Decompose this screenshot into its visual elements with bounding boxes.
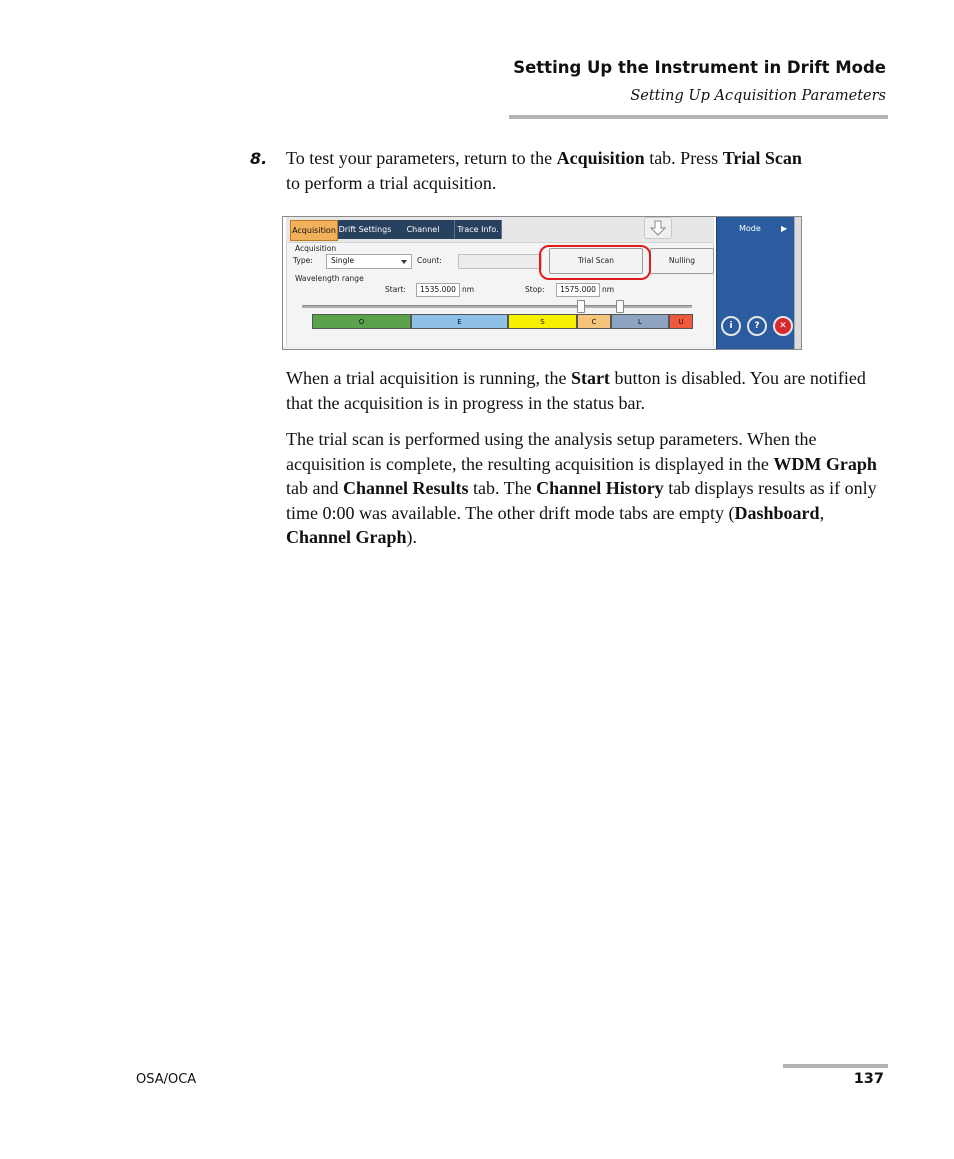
band-u: U [669,314,693,329]
paragraph-start-disabled [286,366,888,415]
para-text: When a trial acquisition is running, the [286,368,571,388]
stop-input[interactable]: 1575.000 [556,283,600,297]
tab-drift-settings[interactable]: Drift Settings [338,220,393,239]
count-label: Count: [417,256,442,265]
start-button-ref: Start [570,368,610,388]
footer-rule [783,1064,888,1068]
running-header-title: Setting Up the Instrument in Drift Mode [513,58,886,77]
channel-graph-ref: Channel Graph [286,527,407,547]
para-text: tab and [286,478,343,498]
acquisition-group-label: Acquisition [295,244,337,253]
band-o: O [312,314,411,329]
stop-label: Stop: [525,285,545,294]
step-text [286,146,888,195]
para-text: The trial scan is performed using the analysis setup parameters. When the acquisition is complete, the resulting acquisition is displayed in the [286,429,817,474]
dashboard-ref: Dashboard [734,502,820,523]
tab-acquisition[interactable]: Acquisition [290,220,338,241]
wdm-graph-ref: WDM Graph [773,453,877,474]
page-number: 137 [853,1071,884,1087]
trial-scan-button[interactable]: Trial Scan [549,248,643,274]
acquisition-tab-ref: Acquisition [556,148,645,168]
step-number: 8. [250,149,268,168]
screenshot-border [282,216,802,350]
step-text-part: tab. Press [644,148,723,168]
start-input[interactable]: 1535.000 [416,283,460,297]
tab-channel-history[interactable]: Channel [392,220,455,239]
type-label: Type: [293,256,313,265]
band-e: E [411,314,508,329]
stop-unit: nm [602,285,615,294]
start-label: Start: [385,285,406,294]
wavelength-range-label: Wavelength range [295,274,364,283]
play-arrow-icon: ▶ [781,224,788,233]
acquisition-screenshot [282,216,802,350]
paragraph-trial-scan-results [286,427,888,550]
tab-trace-info[interactable]: Trace Info. [455,220,502,239]
para-text: ). [406,527,418,547]
step-text-part: to perform a trial acquisition. [286,172,497,193]
step-text-part: To test your parameters, return to the [286,148,557,168]
info-icon[interactable]: i [721,316,741,336]
nulling-button[interactable]: Nulling [650,248,714,274]
running-header-subtitle: Setting Up Acquisition Parameters [630,88,886,104]
para-text: tab displays results as if only time 0:00 was available. The other drift mode tabs are empty ( [286,478,877,523]
channel-history-ref: Channel History [536,478,664,498]
close-icon[interactable]: ✕ [773,316,793,336]
para-text: tab. The [468,478,537,498]
para-text: button is disabled. You are notified that the acquisition is in progress in the status bar. [286,368,866,413]
band-s: S [508,314,577,329]
para-text: , [819,502,825,523]
type-dropdown-value: Single [331,256,355,265]
mode-label: Mode [739,224,761,233]
band-l: L [611,314,669,329]
trial-scan-ref: Trial Scan [722,148,802,168]
band-c: C [577,314,611,329]
footer-product: OSA/OCA [136,1072,197,1087]
channel-results-ref: Channel Results [342,478,469,498]
help-icon[interactable]: ? [747,316,767,336]
header-rule [509,115,888,119]
start-unit: nm [462,285,475,294]
